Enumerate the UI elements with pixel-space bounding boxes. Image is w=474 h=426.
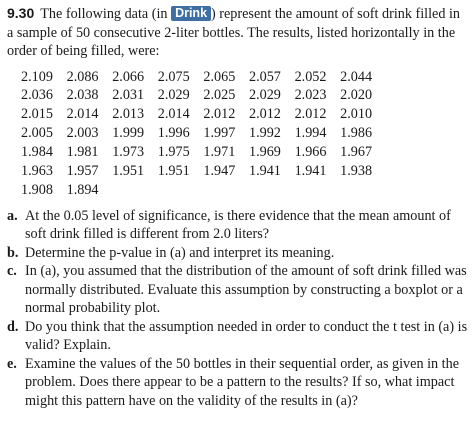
data-value: 1.986 (340, 125, 373, 142)
data-value: 2.052 (294, 68, 327, 85)
problem-statement (7, 4, 468, 61)
data-value: 1.938 (340, 162, 373, 179)
data-value: 1.971 (203, 144, 236, 161)
data-value: 2.025 (203, 87, 236, 104)
data-value: 1.967 (340, 144, 373, 161)
question-part (7, 244, 468, 263)
data-value: 2.012 (203, 106, 236, 123)
data-row (21, 162, 468, 181)
data-value: 1.966 (294, 144, 327, 161)
data-row (21, 143, 468, 162)
data-value: 1.994 (294, 125, 327, 142)
problem-number: 9.30 (7, 5, 35, 21)
data-value: 1.947 (203, 162, 236, 179)
data-value: 2.029 (248, 87, 281, 104)
part-text: At the 0.05 level of significance, is there evidence that the mean amount of soft drink filled is different from 2.0 liters? (25, 207, 451, 243)
question-part (7, 207, 468, 244)
data-value: 2.075 (157, 68, 190, 85)
data-value: 1.999 (112, 125, 145, 142)
question-part (7, 355, 468, 411)
data-value: 1.996 (157, 125, 190, 142)
statement-text-before: The following data (in (40, 6, 168, 22)
data-value: 1.984 (21, 144, 53, 161)
data-value: 2.014 (66, 106, 99, 123)
data-value: 2.020 (340, 87, 373, 104)
data-value: 1.969 (248, 144, 281, 161)
data-row (21, 124, 468, 143)
data-value: 2.086 (66, 68, 99, 85)
part-label: a. (7, 207, 18, 224)
data-file-badge: Drink (171, 6, 211, 21)
data-value: 1.941 (248, 162, 281, 179)
part-label: d. (7, 318, 19, 335)
data-value: 1.992 (248, 125, 281, 142)
data-value: 2.109 (21, 68, 53, 85)
data-value: 2.012 (248, 106, 281, 123)
data-row (21, 105, 468, 124)
data-value: 2.038 (66, 87, 99, 104)
data-value: 1.975 (157, 144, 190, 161)
data-value: 2.036 (21, 87, 53, 104)
data-value: 2.057 (248, 68, 281, 85)
data-value: 2.012 (294, 106, 327, 123)
data-value: 2.066 (112, 68, 145, 85)
data-value: 2.013 (112, 106, 145, 123)
data-value: 1.957 (66, 162, 99, 179)
data-value: 1.951 (112, 162, 145, 179)
data-value: 2.023 (294, 87, 327, 104)
data-value: 2.005 (21, 125, 53, 142)
data-value: 1.894 (66, 181, 99, 198)
data-value: 2.044 (340, 68, 373, 85)
part-text: Determine the p-value in (a) and interpret its meaning. (25, 244, 335, 261)
question-parts (7, 207, 468, 411)
data-value: 2.031 (112, 87, 145, 104)
part-label: c. (7, 263, 17, 280)
data-value: 1.973 (112, 144, 145, 161)
data-row (21, 86, 468, 105)
part-text: Do you think that the assumption needed in order to conduct the t test in (a) is valid? Explain. (25, 318, 468, 354)
question-part (7, 262, 468, 318)
data-row (21, 68, 468, 87)
data-value: 1.941 (294, 162, 327, 179)
data-table (21, 68, 468, 200)
data-value: 2.003 (66, 125, 99, 142)
data-value: 1.981 (66, 144, 99, 161)
part-text: In (a), you assumed that the distribution of the amount of soft drink filled was normally distributed. Evaluate this assumption by constructing a boxplot or a normal probability plot. (25, 263, 467, 317)
data-value: 2.029 (157, 87, 190, 104)
data-value: 2.014 (157, 106, 190, 123)
data-value: 2.065 (203, 68, 236, 85)
statement-text-after: ) represent the amount of soft drink filled in a sample of 50 consecutive 2-liter bottles. The results, listed horizontally in the order of being filled, were: (7, 6, 461, 59)
data-value: 2.010 (340, 106, 373, 123)
data-value: 2.015 (21, 106, 53, 123)
question-part (7, 318, 468, 355)
part-text: Examine the values of the 50 bottles in their sequential order, as given in the problem. Does there appear to be a pattern to the results? If so, what impact might this pattern have on the validity of the results in (a)? (25, 355, 459, 409)
part-label: e. (7, 355, 17, 372)
data-value: 1.908 (21, 181, 53, 198)
data-row (21, 181, 468, 200)
data-value: 1.963 (21, 162, 53, 179)
data-value: 1.951 (157, 162, 190, 179)
part-label: b. (7, 244, 19, 261)
data-value: 1.997 (203, 125, 236, 142)
